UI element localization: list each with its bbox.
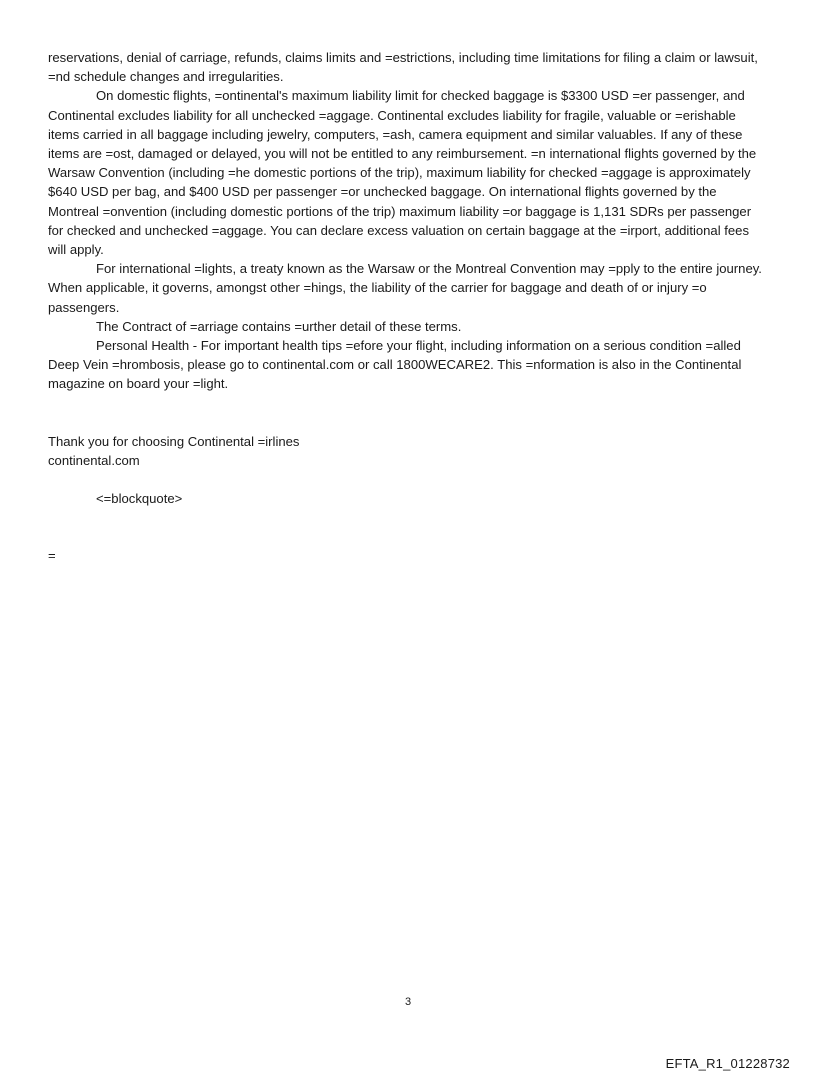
page-number: 3 <box>404 996 412 1008</box>
document-body <box>48 48 768 565</box>
spacer <box>48 394 768 432</box>
closing-thanks: Thank you for choosing Continental =irlines <box>48 433 300 449</box>
spacer <box>48 508 768 546</box>
paragraph-domestic-flights: On domestic flights, =ontinental's maximum liability limit for checked baggage is $3300 USD =er passenger, and Continental excludes liability for all unchecked =aggage. Continental excludes liability for fragile, valuable or =erishable items carried in all baggage including jewelry, computers, =ash, camera equipment and similar valuables. If any of these items are =ost, damaged or delayed, you will not be entitled to any reimbursement. =n international flights governed by the Warsaw Convention (including =he domestic portions of the trip), maximum liability for checked =aggage is approximately $640 USD per bag, and $400 USD per passenger =or unchecked baggage. On international flights governed by the Montreal =onvention (including domestic portions of the trip) maximum liability =or baggage is 1,131 SDRs per passenger for checked and unchecked =aggage. You can declare excess valuation on certain baggage at the =irport, additional fees will apply. <box>48 88 757 258</box>
paragraph-international-flights: For international =lights, a treaty known as the Warsaw or the Montreal Convention may =pply to the entire journey. When applicable, it governs, amongst other =hings, the liability of the carrier for baggage and death of or injury =o passengers. <box>48 261 762 315</box>
paragraph-contract-of-carriage: The Contract of =arriage contains =urther detail of these terms. <box>96 318 462 334</box>
spacer <box>48 470 768 489</box>
paragraph-reservations: reservations, denial of carriage, refunds, claims limits and =estrictions, including time limitations for filing a claim or lawsuit, =nd schedule changes and irregularities. <box>48 50 758 85</box>
closing-website: continental.com <box>48 452 140 468</box>
trailing-equals: = <box>48 548 56 564</box>
paragraph-personal-health: Personal Health - For important health tips =efore your flight, including information on a serious condition =alled Deep Vein =hrombosis, please go to continental.com or call 1800WECARE2. This =nformation is also in the Continental magazine on board your =light. <box>48 338 742 392</box>
blockquote-artifact: <=blockquote> <box>96 491 183 507</box>
document-id: EFTA_R1_01228732 <box>665 1056 790 1071</box>
